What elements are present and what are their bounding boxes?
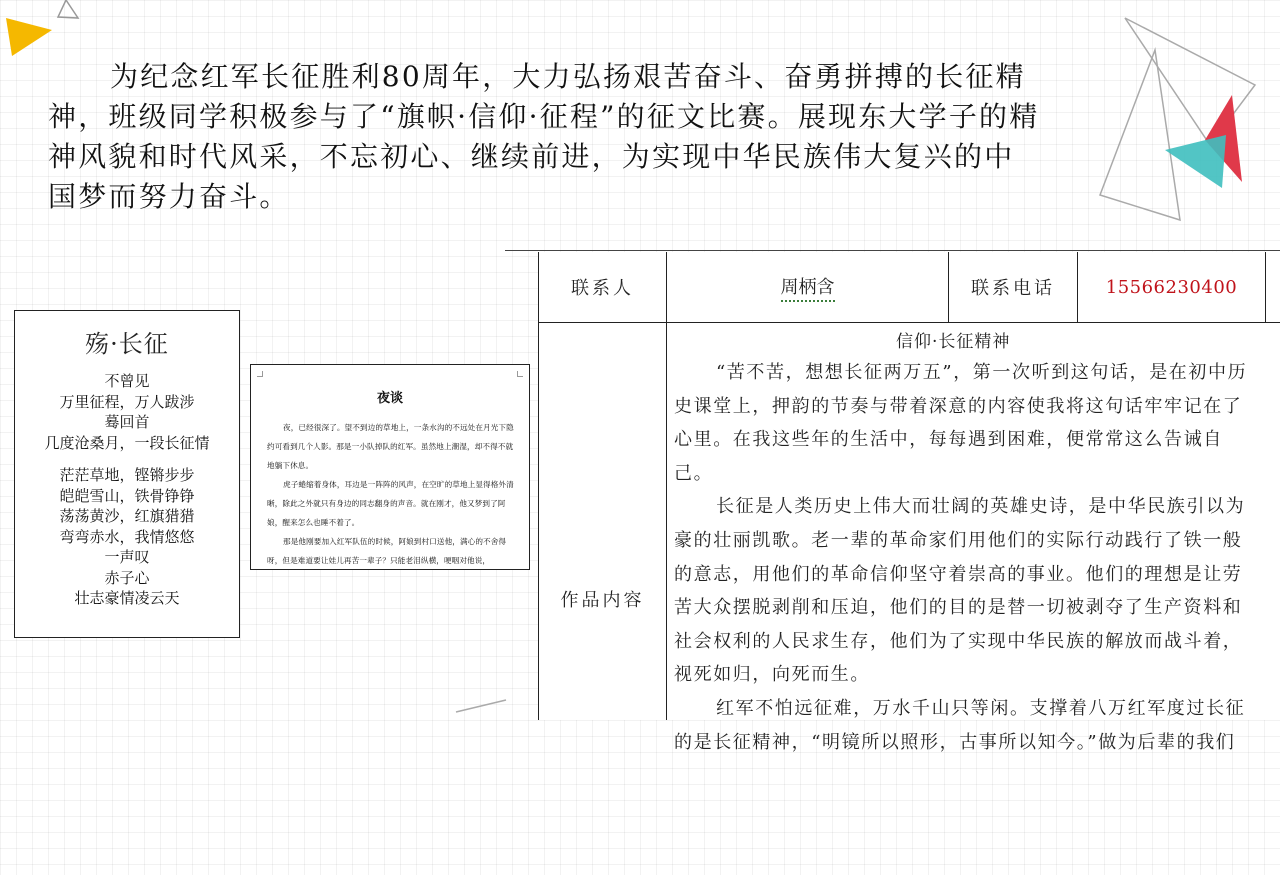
- content-paragraph: 长征是人类历史上伟大而壮阔的英雄史诗，是中华民族引以为豪的壮丽凯歌。老一辈的革命家们用他们的实际行动践行了铁一般的意志，用他们的革命信仰坚守着崇高的事业。他们的理想是让劳苦大众摆脱剥削和压迫，他们的目的是替一切被剥夺了生产资料和社会权利的人民求生存，他们为了实现中华民族的解放而战斗着，视死如归，向死而生。: [674, 496, 1246, 686]
- contact-label: 联系人: [571, 278, 634, 299]
- poem-line: 不曾见: [104, 372, 150, 390]
- content-paragraph: “苦不苦，想想长征两万五”，第一次听到这句话，是在初中历史课堂上，押韵的节奏与带着深意的内容使我将这句话牢牢记在了心里。在我这些年的生活中，每每遇到困难，便常常这么告诫自己。: [674, 362, 1248, 484]
- yellow-triangle-icon: [6, 18, 52, 56]
- essay-paragraph: 虎子蜷缩着身体，耳边是一阵阵的风声，在空旷的草地上显得格外清晰，除此之外就只有身边的同志翻身的声音。就在刚才，他又梦到了阿娘，醒来怎么也睡不着了。: [267, 480, 514, 527]
- poem-line: 荡荡黄沙，红旗猎猎: [59, 507, 195, 525]
- poem-line: 皑皑雪山，铁骨铮铮: [59, 486, 195, 505]
- poem-line: 几度沧桑月，一段长征情: [44, 433, 210, 452]
- content-title: 信仰·长征精神: [896, 332, 1011, 352]
- poem-line: 弯弯赤水，我情悠悠: [59, 527, 195, 546]
- essay-card: [250, 364, 530, 570]
- table-top-border: [505, 250, 1280, 251]
- poem-card: [14, 310, 240, 638]
- corner-mark: [517, 371, 523, 377]
- outline-triangle-icon: [1100, 50, 1180, 220]
- table-col-divider: [666, 252, 667, 720]
- poem-line: 一声叹: [104, 548, 150, 566]
- essay-title: 夜谈: [376, 391, 403, 406]
- poem-stanza-2: [15, 465, 239, 609]
- content-label: 作品内容: [560, 590, 645, 611]
- contact-name-cell: [667, 252, 948, 322]
- corner-mark: [257, 371, 263, 377]
- poem-line: 蓦回首: [104, 413, 150, 431]
- phone-value: 15566230400: [1105, 276, 1238, 298]
- poem-line: 茫茫草地，铿锵步步: [59, 466, 195, 484]
- poem-line: 壮志豪情凌云天: [74, 589, 180, 607]
- decor-line: [456, 700, 506, 712]
- content-paragraph: 红军不怕远征难，万水千山只等闲。支撑着八万红军度过长征的是长征精神，“明镜所以照形，古事所以知今。”做为后辈的我们: [674, 697, 1246, 753]
- poem-title: 殇·长征: [85, 330, 169, 358]
- phone-label: 联系电话: [971, 278, 1055, 299]
- essay-paragraph: 那是他刚要加入红军队伍的时候，阿娘到村口送他，满心的不舍得呀，但是难道要让娃儿再苦一辈子？只能老泪纵横，哽咽对他说，: [267, 537, 507, 565]
- poem-line: 万里征程，万人跋涉: [59, 392, 195, 411]
- poem-stanza-1: [15, 371, 239, 453]
- table-col-divider: [1265, 252, 1266, 322]
- essay-paragraph: 夜，已经很深了。望不到边的草地上，一条水沟的不远处在月光下隐约可看到几个人影。那是一小队掉队的红军。虽然地上潮湿，却不得不就地躺下休息。: [267, 423, 514, 470]
- poem-line: 赤子心: [104, 568, 150, 587]
- content-body: [674, 356, 1260, 759]
- gray-outline-triangle-icon: [58, 0, 78, 18]
- intro-paragraph: 为纪念红军长征胜利80周年，大力弘扬艰苦奋斗、奋勇拼搏的长征精神，班级同学积极参与了“旗帜·信仰·征程”的征文比赛。展现东大学子的精神风貌和时代风采，不忘初心、继续前进，为实现中华民族伟大复兴的中国梦而努力奋斗。: [48, 60, 1040, 213]
- contact-name: 周柄含: [781, 273, 835, 302]
